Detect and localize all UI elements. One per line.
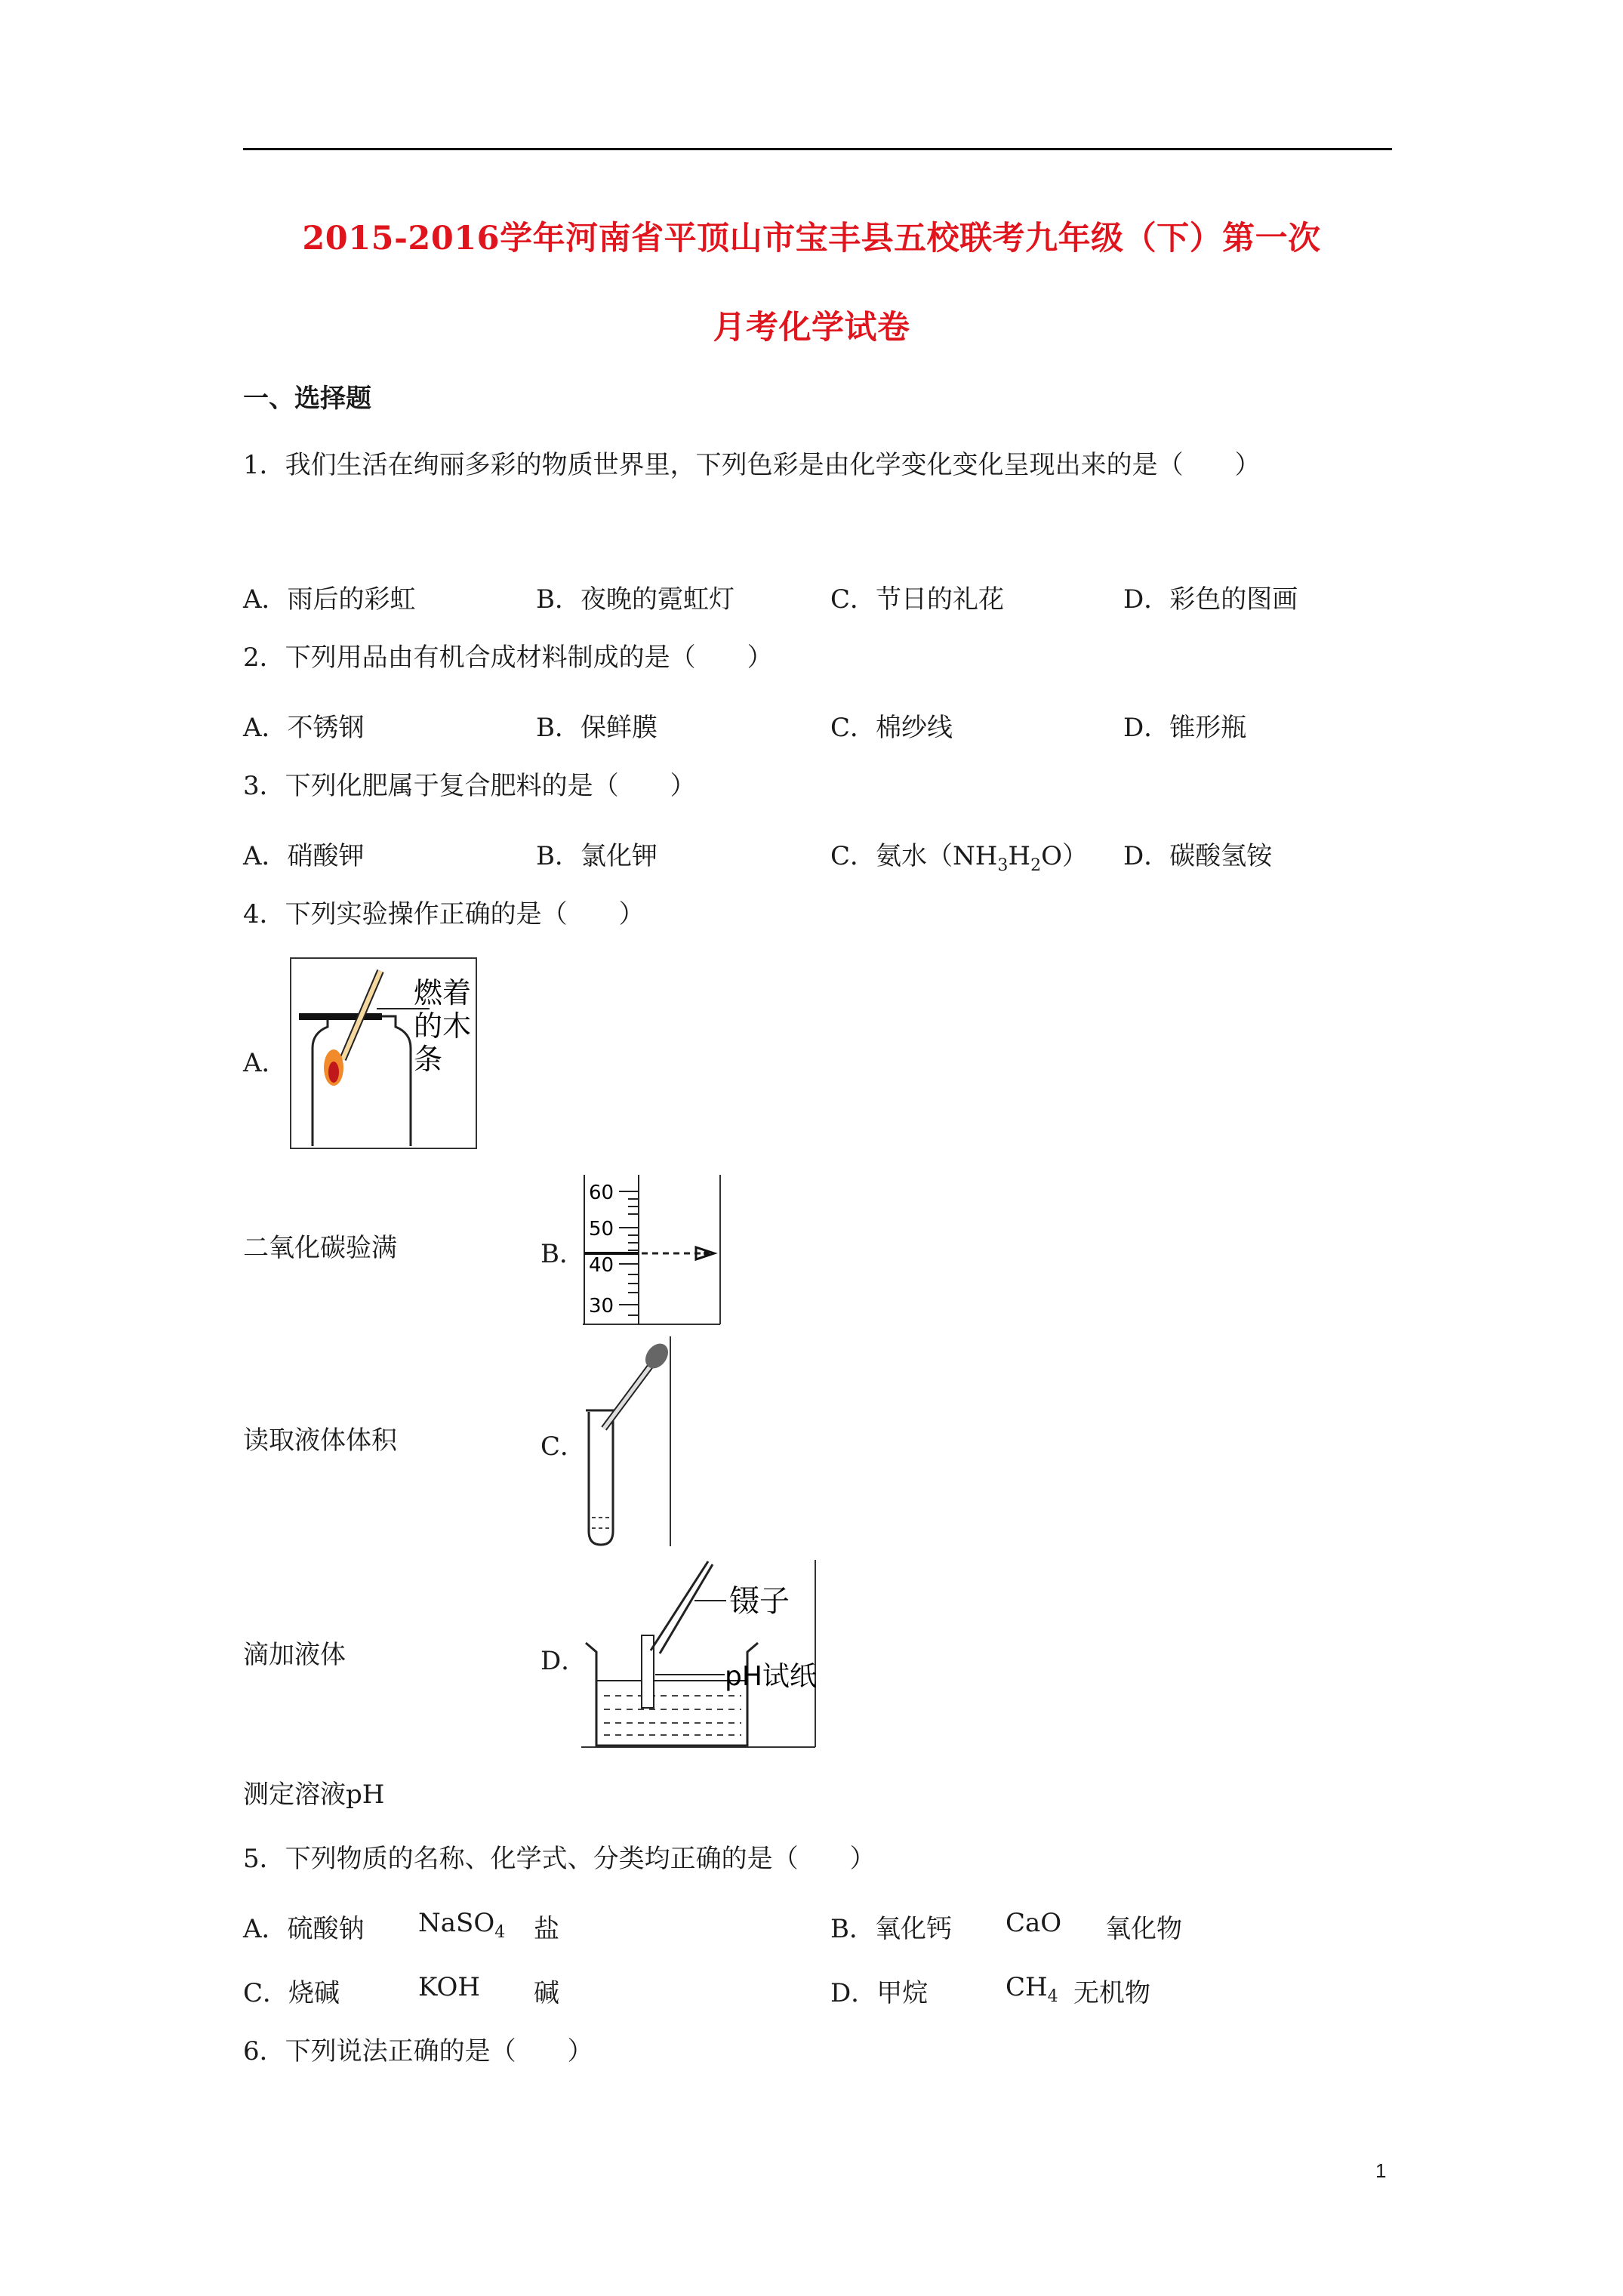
q4-option-d-label[interactable]: D． <box>540 1646 587 1676</box>
section-heading: 一、选择题 <box>243 384 371 414</box>
splint-label-2: 的木 <box>414 1009 472 1043</box>
splint-label-1: 燃着 <box>414 976 472 1009</box>
question-5-stem: 5．下列物质的名称、化学式、分类均正确的是（ ） <box>243 1844 876 1874</box>
q3-option-a[interactable]: A．硝酸钾 <box>243 841 365 871</box>
q4-option-b-caption: 读取液体体积 <box>243 1425 397 1456</box>
q5-d-formula: $CH_4$ <box>1006 1972 1058 2006</box>
q4-option-a-caption: 二氧化碳验满 <box>243 1233 397 1263</box>
q2-option-c[interactable]: C．棉纱线 <box>830 713 953 743</box>
dropper-testtube-figure <box>581 1336 672 1548</box>
splint-label-3: 条 <box>414 1043 443 1076</box>
graduated-cylinder-figure <box>581 1175 722 1326</box>
question-3-stem: 3．下列化肥属于复合肥料的是（ ） <box>243 771 696 801</box>
question-2-stem: 2．下列用品由有机合成材料制成的是（ ） <box>243 643 773 673</box>
q1-option-c[interactable]: C．节日的礼花 <box>830 584 1005 615</box>
q2-option-d[interactable]: D．锥形瓶 <box>1123 713 1247 743</box>
q5-a-class: 盐 <box>534 1914 559 1944</box>
q5-d-name: D．甲烷 <box>830 1978 929 2008</box>
header-rule <box>243 148 1392 150</box>
exam-title-line2: 月考化学试卷 <box>713 309 910 347</box>
exam-title-line1: 2015-2016学年河南省平顶山市宝丰县五校联考九年级（下）第一次 <box>302 220 1321 257</box>
tweezers-label: 镊子 <box>729 1584 790 1619</box>
tick-50: 50 <box>589 1218 614 1240</box>
burning-splint-figure <box>290 957 477 1149</box>
q5-b-class: 氧化物 <box>1105 1914 1182 1944</box>
q3-option-b[interactable]: B．氯化钾 <box>536 841 658 871</box>
q5-b-formula: CaO <box>1006 1908 1062 1938</box>
q3-option-c-h: H <box>1008 841 1031 871</box>
q3-option-c-sub2: 2 <box>1030 855 1042 875</box>
q3-option-c-text: C．氨水（NH <box>830 841 998 871</box>
q3-option-c[interactable] <box>830 835 1088 875</box>
q3-option-d[interactable]: D．碳酸氢铵 <box>1123 841 1273 871</box>
q1-option-a[interactable]: A．雨后的彩虹 <box>243 584 416 615</box>
q1-option-d[interactable]: D．彩色的图画 <box>1123 584 1298 615</box>
q5-b-name: B．氧化钙 <box>830 1914 952 1944</box>
q5-option-a[interactable] <box>243 1908 559 1945</box>
q2-option-a[interactable]: A．不锈钢 <box>243 713 365 743</box>
tick-30: 30 <box>589 1295 614 1318</box>
q5-option-b[interactable] <box>830 1908 1182 1945</box>
q5-option-c[interactable] <box>243 1972 559 2009</box>
q5-c-formula: KOH <box>418 1972 481 2002</box>
page-number: 1 <box>1375 2159 1387 2182</box>
tick-40: 40 <box>589 1254 614 1277</box>
q1-option-b[interactable]: B．夜晚的霓虹灯 <box>536 584 735 615</box>
ph-paper-label: pH试纸 <box>725 1661 817 1692</box>
question-6-stem: 6．下列说法正确的是（ ） <box>243 2036 593 2066</box>
q3-option-c-tail: O） <box>1041 841 1088 871</box>
q4-option-c-label[interactable]: C． <box>540 1432 587 1462</box>
question-1-stem: 1．我们生活在绚丽多彩的物质世界里，下列色彩是由化学变化变化呈现出来的是（ ） <box>243 450 1261 480</box>
q5-a-formula: NaSO$_4$ <box>418 1908 506 1942</box>
q5-d-class: 无机物 <box>1073 1978 1150 2008</box>
q5-c-name: C．烧碱 <box>243 1978 340 2008</box>
q5-option-d[interactable] <box>830 1972 1150 2009</box>
q4-option-b-label[interactable]: B． <box>540 1239 585 1269</box>
q4-option-a-label[interactable]: A． <box>243 1048 288 1078</box>
q2-option-b[interactable]: B．保鲜膜 <box>536 713 658 743</box>
q3-option-c-sub3: 3 <box>997 855 1009 875</box>
ph-test-figure <box>581 1560 817 1749</box>
q4-option-c-caption: 滴加液体 <box>243 1640 346 1670</box>
tick-60: 60 <box>589 1182 614 1204</box>
q5-a-name: A．硫酸钠 <box>243 1914 365 1944</box>
q4-option-d-caption: 测定溶液pH <box>243 1780 385 1810</box>
question-4-stem: 4．下列实验操作正确的是（ ） <box>243 899 645 929</box>
q5-c-class: 碱 <box>534 1978 559 2008</box>
